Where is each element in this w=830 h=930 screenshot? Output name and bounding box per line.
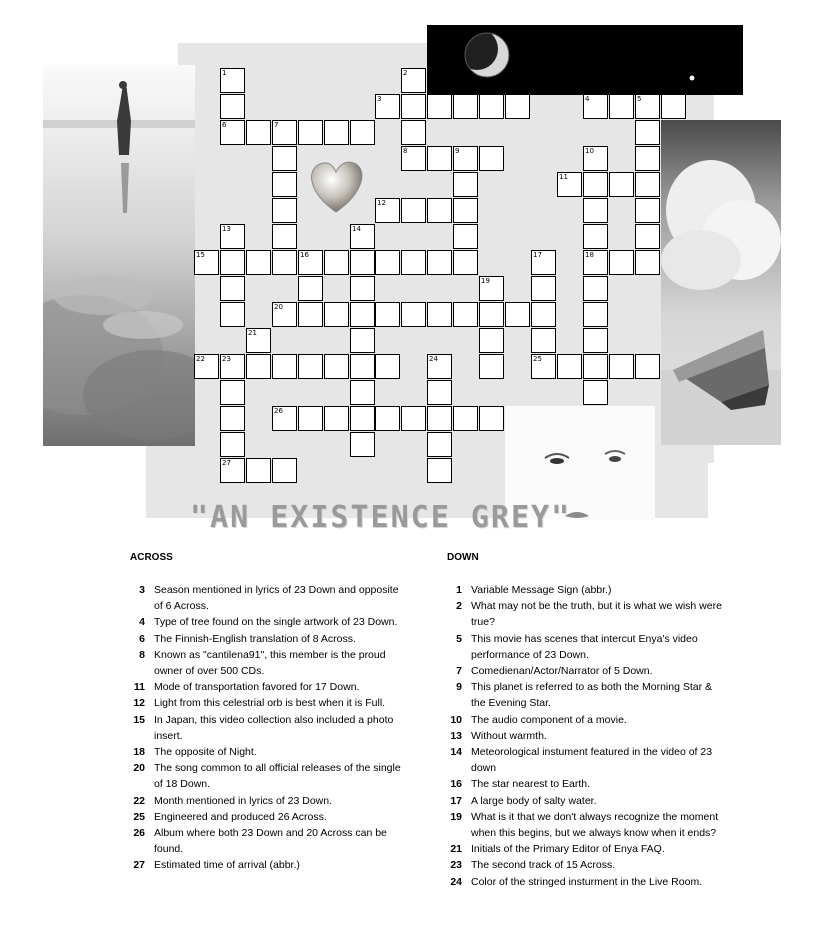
grid-cell[interactable]: [583, 198, 608, 223]
grid-cell[interactable]: [220, 406, 245, 431]
clue-text: This movie has scenes that intercut Enya's video performance of 23 Down.: [471, 632, 698, 661]
grid-cell[interactable]: [609, 172, 634, 197]
grid-cell[interactable]: [557, 354, 582, 379]
grid-cell[interactable]: [583, 354, 608, 379]
grid-cell[interactable]: [479, 94, 504, 119]
down-clue: [447, 663, 725, 679]
grid-cell[interactable]: [350, 432, 375, 457]
down-clue: [447, 712, 725, 728]
grid-cell[interactable]: [453, 250, 478, 275]
clue-number-label: 5: [637, 95, 642, 103]
grid-cell[interactable]: [350, 250, 375, 275]
clue-number-label: 22: [196, 355, 205, 363]
grid-cell[interactable]: [479, 146, 504, 171]
clue-text: Variable Message Sign (abbr.): [471, 584, 612, 596]
grid-cell[interactable]: [635, 224, 660, 249]
grid-cell[interactable]: [583, 380, 608, 405]
down-clues: [447, 552, 725, 890]
grid-cell[interactable]: [272, 198, 297, 223]
grid-cell[interactable]: [505, 302, 530, 327]
grid-cell[interactable]: [427, 198, 452, 223]
clue-number-label: 2: [403, 69, 408, 77]
grid-cell[interactable]: [401, 302, 426, 327]
down-heading: DOWN: [447, 552, 479, 563]
clue-text: Meteorological instument featured in the video of 23 down: [471, 746, 713, 775]
grid-cell[interactable]: [246, 120, 271, 145]
grid-cell[interactable]: [583, 172, 608, 197]
clue-number: 7: [456, 665, 462, 678]
down-clue: [447, 582, 725, 598]
clue-number: 12: [133, 697, 145, 710]
grid-cell[interactable]: [635, 172, 660, 197]
grid-cell[interactable]: [453, 94, 478, 119]
clue-number-label: 25: [533, 355, 542, 363]
clue-number: 9: [456, 681, 462, 694]
grid-cell[interactable]: [375, 302, 400, 327]
down-clue: [447, 679, 725, 711]
clue-number-label: 7: [274, 121, 279, 129]
clue-number-label: 10: [585, 147, 594, 155]
clue-number: 2: [456, 600, 462, 613]
clue-text: Mode of transportation favored for 17 Down.: [154, 681, 360, 694]
down-clue: [447, 728, 725, 744]
across-clue: [130, 695, 408, 711]
clue-text: The opposite of Night.: [154, 746, 257, 759]
grid-cell[interactable]: [350, 354, 375, 379]
grid-cell[interactable]: [427, 406, 452, 431]
clue-text: The song common to all official releases of the single of 18 Down.: [154, 762, 401, 791]
clue-text: Initials of the Primary Editor of Enya FAQ.: [471, 843, 665, 856]
clue-number-label: 9: [455, 147, 460, 155]
grid-cell[interactable]: [427, 380, 452, 405]
grid-cell[interactable]: [583, 224, 608, 249]
clue-text: The star nearest to Earth.: [471, 778, 591, 791]
grid-cell[interactable]: [350, 380, 375, 405]
grid-cell[interactable]: [350, 328, 375, 353]
clue-number: 6: [139, 632, 145, 645]
grid-cell[interactable]: [427, 458, 452, 483]
clue-number: 13: [450, 729, 462, 742]
clue-number-label: 8: [403, 147, 408, 155]
clue-number-label: 3: [377, 95, 382, 103]
grid-cell[interactable]: [583, 328, 608, 353]
beach-woman-photo: [43, 65, 195, 446]
clue-text: Season mentioned in lyrics of 23 Down and opposite of 6 Across.: [154, 584, 399, 613]
grid-cell[interactable]: [479, 406, 504, 431]
across-clue: [130, 793, 408, 809]
grid-cell[interactable]: [635, 198, 660, 223]
clue-number: 19: [450, 810, 462, 823]
grid-cell[interactable]: [479, 328, 504, 353]
clue-number: 18: [133, 746, 145, 759]
down-clue: [447, 857, 725, 873]
grid-cell[interactable]: [453, 302, 478, 327]
clue-number: 23: [450, 859, 462, 872]
grid-cell[interactable]: [453, 198, 478, 223]
clue-number: 4: [139, 616, 145, 629]
clue-number-label: 24: [429, 355, 438, 363]
grid-cell[interactable]: [220, 276, 245, 301]
clue-text: Estimated time of arrival (abbr.): [154, 859, 300, 872]
grid-cell[interactable]: [635, 250, 660, 275]
clue-number-label: 23: [222, 355, 231, 363]
grid-cell[interactable]: [298, 406, 323, 431]
down-clue: [447, 744, 725, 776]
moon-night-photo: [427, 25, 743, 95]
clue-number-label: 11: [559, 173, 568, 181]
clue-number: 8: [139, 648, 145, 661]
clue-number-label: 12: [377, 199, 386, 207]
grid-cell[interactable]: [272, 354, 297, 379]
grid-cell[interactable]: [350, 302, 375, 327]
grid-cell[interactable]: [324, 302, 349, 327]
clue-text: Month mentioned in lyrics of 23 Down.: [154, 794, 333, 807]
clue-text: Comedienan/Actor/Narrator of 5 Down.: [471, 665, 653, 678]
puzzle-title: "AN EXISTENCE GREY": [190, 500, 572, 535]
grid-cell[interactable]: [401, 120, 426, 145]
clue-number-label: 13: [222, 225, 231, 233]
clue-number: 24: [450, 875, 462, 888]
grid-cell[interactable]: [246, 354, 271, 379]
clue-number: 26: [133, 827, 145, 840]
clue-text: Engineered and produced 26 Across.: [154, 810, 327, 823]
clue-number-label: 19: [481, 277, 490, 285]
clue-number: 25: [133, 810, 145, 823]
grid-cell[interactable]: [298, 354, 323, 379]
grid-cell[interactable]: [350, 406, 375, 431]
grid-cell[interactable]: [375, 354, 400, 379]
clue-number: 3: [139, 584, 145, 596]
grid-cell[interactable]: [220, 250, 245, 275]
grid-cell[interactable]: [609, 94, 634, 119]
grid-cell[interactable]: [427, 432, 452, 457]
clue-text: This planet is referred to as both the Morning Star & the Evening Star.: [471, 681, 713, 710]
grid-cell[interactable]: [272, 224, 297, 249]
grid-cell[interactable]: [661, 94, 686, 119]
grid-cell[interactable]: [246, 458, 271, 483]
grid-cell[interactable]: [505, 94, 530, 119]
grid-cell[interactable]: [531, 276, 556, 301]
clue-number: 1: [456, 584, 462, 596]
across-heading: ACROSS: [130, 552, 173, 563]
clue-number-label: 18: [585, 251, 594, 259]
clue-number: 27: [133, 859, 145, 872]
grid-cell[interactable]: [298, 276, 323, 301]
clue-number: 11: [133, 681, 145, 694]
clue-number-label: 14: [352, 225, 361, 233]
grid-cell[interactable]: [583, 302, 608, 327]
down-clue: [447, 631, 725, 663]
across-clues: [130, 552, 408, 874]
grid-cell[interactable]: [401, 94, 426, 119]
across-clue: [130, 712, 408, 744]
clue-text: A large body of salty water.: [471, 794, 597, 807]
grid-cell[interactable]: [324, 354, 349, 379]
grid-cell[interactable]: [401, 250, 426, 275]
across-clue: [130, 679, 408, 695]
across-clue: [130, 809, 408, 825]
clue-number-label: 27: [222, 459, 231, 467]
clue-number-label: 16: [300, 251, 309, 259]
down-clue: [447, 598, 725, 630]
grid-cell[interactable]: [324, 250, 349, 275]
clue-text: In Japan, this video collection also included a photo insert.: [154, 713, 394, 742]
grid-cell[interactable]: [427, 302, 452, 327]
grid-cell[interactable]: [375, 250, 400, 275]
clue-number-label: 4: [585, 95, 590, 103]
grid-cell[interactable]: [324, 406, 349, 431]
grid-cell[interactable]: [298, 302, 323, 327]
clue-text: The audio component of a movie.: [471, 713, 627, 726]
clue-number: 21: [450, 843, 462, 856]
grid-cell[interactable]: [635, 120, 660, 145]
grid-cell[interactable]: [272, 146, 297, 171]
grid-cell[interactable]: [220, 94, 245, 119]
across-clue: [130, 760, 408, 792]
across-clue: [130, 825, 408, 857]
grid-cell[interactable]: [220, 302, 245, 327]
clue-number: 10: [450, 713, 462, 726]
grid-cell[interactable]: [220, 380, 245, 405]
clue-number-label: 20: [274, 303, 283, 311]
clue-text: What is it that we don't always recognize the moment when this begins, but we always know when it ends?: [471, 810, 719, 840]
across-clue: [130, 857, 408, 873]
heart-stone-photo: [298, 146, 375, 224]
down-clue: [447, 809, 725, 841]
grid-cell[interactable]: [324, 120, 349, 145]
grid-cell[interactable]: [531, 302, 556, 327]
boat-clouds-photo: [661, 120, 781, 445]
grid-cell[interactable]: [609, 354, 634, 379]
clue-number-label: 26: [274, 407, 283, 415]
grid-cell[interactable]: [453, 224, 478, 249]
clue-number-label: 6: [222, 121, 227, 129]
grid-cell[interactable]: [635, 354, 660, 379]
grid-cell[interactable]: [375, 406, 400, 431]
clue-number-label: 17: [533, 251, 542, 259]
across-clue: [130, 647, 408, 679]
across-clue: [130, 631, 408, 647]
clue-text: Known as "cantilena91", this member is the proud owner of over 500 CDs.: [154, 648, 386, 678]
down-clue: [447, 841, 725, 857]
clue-number-label: 21: [248, 329, 257, 337]
grid-cell[interactable]: [453, 406, 478, 431]
clue-text: Album where both 23 Down and 20 Across can be found.: [154, 827, 387, 856]
grid-cell[interactable]: [350, 276, 375, 301]
grid-cell[interactable]: [220, 432, 245, 457]
grid-cell[interactable]: [583, 276, 608, 301]
grid-cell[interactable]: [401, 406, 426, 431]
clue-text: What may not be the truth, but it is what we wish were true?: [471, 600, 722, 629]
grid-cell[interactable]: [272, 250, 297, 275]
grid-cell[interactable]: [246, 250, 271, 275]
clue-text: The second track of 15 Across.: [471, 859, 616, 872]
grid-cell[interactable]: [427, 94, 452, 119]
clue-number: 17: [450, 794, 462, 807]
clue-text: Without warmth.: [471, 729, 547, 742]
clue-text: The Finnish-English translation of 8 Across.: [154, 632, 356, 645]
clue-number: 15: [133, 713, 145, 726]
across-clue: [130, 614, 408, 630]
clue-number: 20: [133, 762, 145, 775]
clue-number: 5: [456, 632, 462, 645]
clue-number: 16: [450, 778, 462, 791]
across-clue: [130, 582, 408, 614]
down-clue: [447, 793, 725, 809]
across-clue: [130, 744, 408, 760]
clue-text: Light from this celestrial orb is best when it is Full.: [154, 697, 386, 710]
down-clue: [447, 776, 725, 792]
clue-number-label: 1: [222, 69, 227, 77]
grid-cell[interactable]: [272, 458, 297, 483]
clue-number: 22: [133, 794, 145, 807]
grid-cell[interactable]: [427, 146, 452, 171]
grid-cell[interactable]: [427, 250, 452, 275]
clue-number: 14: [450, 746, 462, 759]
grid-cell[interactable]: [479, 302, 504, 327]
grid-cell[interactable]: [453, 172, 478, 197]
clue-number-label: 15: [196, 251, 205, 259]
grid-cell[interactable]: [635, 146, 660, 171]
grid-cell[interactable]: [401, 198, 426, 223]
grid-cell[interactable]: [609, 250, 634, 275]
grid-cell[interactable]: [272, 172, 297, 197]
grid-cell[interactable]: [350, 120, 375, 145]
grid-cell[interactable]: [479, 354, 504, 379]
grid-cell[interactable]: [298, 120, 323, 145]
grid-cell[interactable]: [531, 328, 556, 353]
clue-text: Color of the stringed insturment in the Live Room.: [471, 875, 703, 888]
down-clue: [447, 874, 725, 890]
clue-text: Type of tree found on the single artwork of 23 Down.: [154, 616, 398, 629]
